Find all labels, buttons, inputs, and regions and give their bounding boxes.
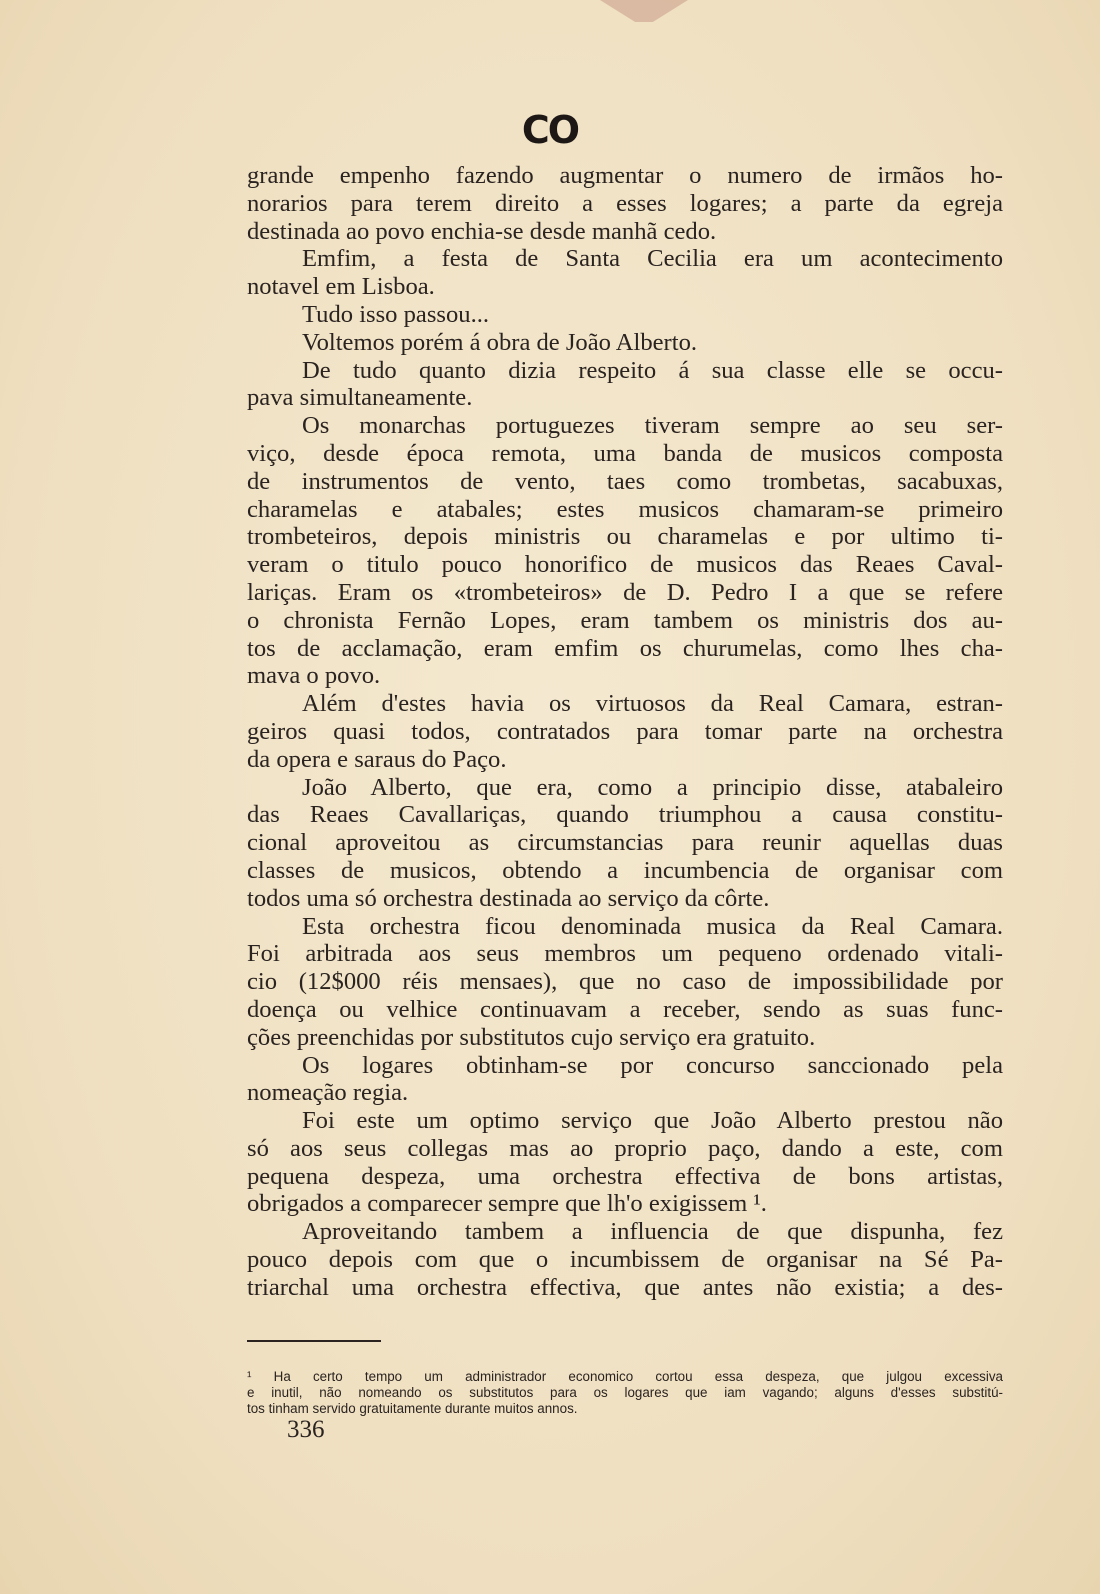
body-line: cional aproveitou as circumstancias para reunir aquellas duas (247, 829, 1003, 857)
body-line: Esta orchestra ficou denominada musica da Real Camara. (302, 912, 1003, 940)
page-tab-stain (600, 0, 688, 22)
body-line: Foi arbitrada aos seus membros um pequeno ordenado vitali- (247, 940, 1003, 968)
body-line: Aproveitando tambem a influencia de que dispunha, fez (302, 1218, 1003, 1246)
body-line: mava o povo. (247, 662, 381, 690)
body-line: triarchal uma orchestra effectiva, que antes não existia; a des- (247, 1273, 1003, 1301)
footnote (247, 1369, 1003, 1417)
body-line: charamelas e atabales; estes musicos chamaram-se primeiro (247, 495, 1003, 523)
body-line: viço, desde época remota, uma banda de musicos composta (247, 439, 1003, 467)
body-text (247, 162, 1003, 1302)
body-line: Emfim, a festa de Santa Cecilia era um acontecimento (302, 245, 1003, 273)
body-line: das Reaes Cavallariças, quando triumphou a causa constitu- (247, 801, 1003, 829)
body-line: Foi este um optimo serviço que João Alberto prestou não (302, 1107, 1003, 1135)
body-line: doença ou velhice continuavam a receber, sendo as suas func- (247, 995, 1003, 1023)
body-line: trombeteiros, depois ministris ou charamelas e por ultimo ti- (247, 523, 1003, 551)
body-line: norarios para terem direito a esses logares; a parte da egreja (247, 189, 1003, 217)
body-line: nomeação regia. (247, 1079, 409, 1107)
body-line: pequena despeza, uma orchestra effectiva de bons artistas, (247, 1162, 1003, 1190)
body-line: todos uma só orchestra destinada ao serviço da côrte. (247, 884, 770, 912)
page-number: 336 (287, 1416, 325, 1443)
body-line: obrigados a comparecer sempre que lh'o exigissem ¹. (247, 1190, 767, 1218)
body-line: da opera e saraus do Paço. (247, 745, 507, 773)
footnote-line: ¹ Ha certo tempo um administrador economico cortou essa despeza, que julgou excessiva (247, 1369, 1003, 1384)
footnote-line: tos tinham servido gratuitamente durante muitos annos. (247, 1401, 578, 1416)
body-line: ções preenchidas por substitutos cujo serviço era gratuito. (247, 1023, 816, 1051)
body-line: Os monarchas portuguezes tiveram sempre ao seu ser- (302, 412, 1003, 440)
body-line: geiros quasi todos, contratados para tomar parte na orchestra (247, 717, 1003, 745)
header-ornament: CO (521, 108, 579, 152)
footnote-line: e inutil, não nomeando os substitutos para os logares que iam vagando; alguns d'esses substitú- (247, 1385, 1003, 1400)
body-line: de instrumentos de vento, taes como trombetas, sacabuxas, (247, 467, 1003, 495)
body-line: cio (12$000 réis mensaes), que no caso de impossibilidade por (247, 968, 1003, 996)
body-line: destinada ao povo enchia-se desde manhã cedo. (247, 217, 717, 245)
body-line: De tudo quanto dizia respeito á sua classe elle se occu- (302, 356, 1003, 384)
body-line: notavel em Lisboa. (247, 273, 435, 301)
body-line: o chronista Fernão Lopes, eram tambem os ministris dos au- (247, 606, 1003, 634)
body-line: grande empenho fazendo augmentar o numero de irmãos ho- (247, 162, 1003, 189)
body-line: pouco depois com que o incumbissem de organisar na Sé Pa- (247, 1246, 1003, 1274)
body-line: pava simultaneamente. (247, 384, 473, 412)
body-line: Tudo isso passou... (302, 300, 490, 328)
body-line: lariças. Eram os «trombeteiros» de D. Pedro I a que se refere (247, 578, 1003, 606)
body-line: João Alberto, que era, como a principio disse, atabaleiro (302, 773, 1003, 801)
body-line: Voltemos porém á obra de João Alberto. (302, 328, 698, 356)
body-line: classes de musicos, obtendo a incumbencia de organisar com (247, 856, 1003, 884)
body-line: Os logares obtinham-se por concurso sanccionado pela (302, 1051, 1003, 1079)
body-line: veram o titulo pouco honorifico de musicos das Reaes Caval- (247, 551, 1003, 579)
body-line: só aos seus collegas mas ao proprio paço, dando a este, com (247, 1134, 1003, 1162)
footnote-rule (247, 1340, 381, 1342)
body-line: tos de acclamação, eram emfim os churumelas, como lhes cha- (247, 634, 1003, 662)
body-line: Além d'estes havia os virtuosos da Real Camara, estran- (302, 690, 1003, 718)
